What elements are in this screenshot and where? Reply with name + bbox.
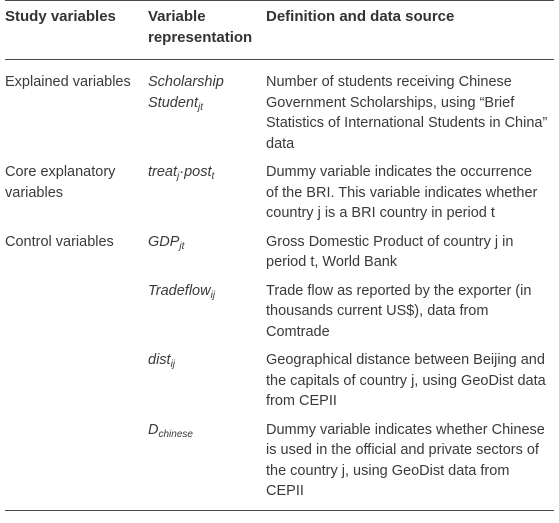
variable-subscript: jt bbox=[198, 101, 203, 113]
variable-subscript: t bbox=[211, 171, 215, 182]
study-cell bbox=[5, 281, 148, 351]
variable-name-part: ·post bbox=[179, 164, 212, 180]
variable-name: Tradeflow bbox=[148, 282, 211, 299]
variable-name: D bbox=[148, 421, 159, 438]
definition-cell: Dummy variable indicates whether Chinese is used in the official and private sectors of the country j, using GeoDist data from CEPII bbox=[266, 421, 545, 499]
definition-cell: Trade flow as reported by the exporter (in thousands current US$), data from Comtrade bbox=[266, 282, 532, 340]
variable-cell bbox=[148, 281, 266, 351]
header-definition-data-source: Definition and data source bbox=[266, 8, 455, 25]
table-row bbox=[5, 60, 554, 163]
table-row bbox=[5, 420, 554, 511]
table-row bbox=[5, 350, 554, 420]
variable-subscript: j bbox=[177, 171, 180, 182]
variable-subscript: ij bbox=[170, 359, 176, 370]
definition-cell: Number of students receiving Chinese Government Scholarships, using “Brief Statistics of International Students in China” data bbox=[266, 74, 548, 152]
definition-cell: Gross Domestic Product of country j in period t, World Bank bbox=[266, 233, 514, 270]
variable-cell bbox=[148, 420, 266, 511]
study-cell bbox=[5, 420, 148, 511]
variable-name: treat bbox=[148, 164, 178, 180]
study-cell: Core explanatory variables bbox=[5, 164, 116, 201]
table-header-row bbox=[5, 1, 554, 60]
variable-name: Scholarship Student bbox=[148, 74, 224, 111]
table-row bbox=[5, 162, 554, 232]
variable-subscript: chinese bbox=[158, 428, 193, 440]
study-cell: Explained variables bbox=[5, 74, 131, 90]
variable-subscript: jt bbox=[179, 240, 185, 252]
study-cell: Control variables bbox=[5, 233, 114, 250]
variable-name: GDP bbox=[148, 233, 180, 250]
variable-cell bbox=[148, 350, 266, 420]
variable-subscript: ij bbox=[210, 289, 216, 301]
study-cell bbox=[5, 350, 148, 420]
variable-cell bbox=[148, 232, 266, 281]
definition-cell: Geographical distance between Beijing and the capitals of country j, using GeoDist data from CEPII bbox=[266, 352, 546, 409]
table-row bbox=[5, 281, 554, 351]
definition-cell: Dummy variable indicates the occurrence of the BRI. This variable indicates whether country j is a BRI country in period t bbox=[266, 164, 538, 221]
variable-cell bbox=[148, 162, 266, 232]
variables-table bbox=[5, 0, 554, 511]
variable-name: dist bbox=[148, 352, 171, 368]
header-study-variables: Study variables bbox=[5, 8, 116, 25]
table-row bbox=[5, 232, 554, 281]
header-variable-representation: Variable representation bbox=[148, 8, 253, 46]
variable-cell bbox=[148, 60, 266, 163]
